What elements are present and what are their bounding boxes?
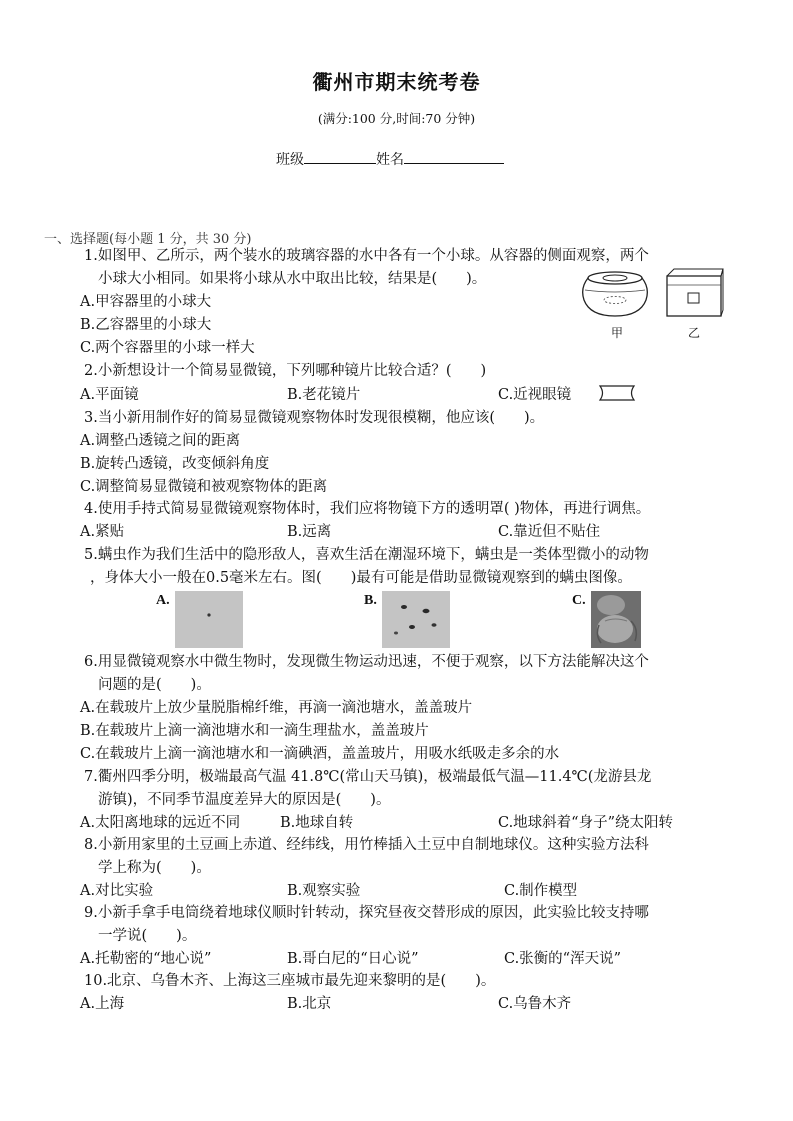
question-3-option-c[interactable]: C.调整简易显微镜和被观察物体的距离: [80, 479, 328, 495]
question-9-option-b[interactable]: B.哥白尼的“日心说”: [287, 951, 419, 967]
question-6-option-b[interactable]: B.在载玻片上滴一滴池塘水和一滴生理盐水，盖盖玻片: [80, 723, 429, 739]
question-8-line-2: 学上称为( )。: [98, 860, 211, 876]
figure-label-jia: 甲: [611, 326, 624, 340]
question-1-option-a[interactable]: A.甲容器里的小球大: [80, 294, 212, 310]
question-4-option-b[interactable]: B.远离: [287, 524, 332, 540]
question-4-option-a[interactable]: A.紧贴: [80, 524, 125, 540]
question-9-option-c[interactable]: C.张衡的“浑天说”: [504, 951, 622, 967]
exam-title: 衢州市期末统考卷: [312, 70, 481, 94]
question-2-option-b[interactable]: B.老花镜片: [287, 387, 361, 403]
question-5-option-a[interactable]: A.: [156, 593, 170, 608]
question-1-line-2: 小球大小相同。如果将小球从水中取出比较，结果是( )。: [98, 271, 487, 287]
mite-image-c[interactable]: [591, 591, 641, 648]
mite-image-b[interactable]: [382, 591, 450, 648]
question-7-option-c[interactable]: C.地球斜着“身子”绕太阳转: [498, 815, 674, 831]
question-10-option-c[interactable]: C.乌鲁木齐: [498, 996, 572, 1012]
class-name-row: [276, 149, 504, 169]
question-2-option-c[interactable]: C.近视眼镜: [498, 387, 572, 403]
question-9-line-1: 9.小新手拿手电筒绕着地球仪顺时针转动，探究昼夜交替形成的原因，此实验比较支持哪: [84, 905, 649, 921]
question-8-option-a[interactable]: A.对比实验: [80, 883, 154, 899]
question-8-option-c[interactable]: C.制作模型: [504, 883, 578, 899]
bowl-container-figure: [578, 268, 652, 320]
name-label: 姓名: [376, 152, 404, 168]
question-7-option-a[interactable]: A.太阳离地球的远近不同: [80, 815, 241, 831]
question-6-option-c[interactable]: C.在载玻片上滴一滴池塘水和一滴碘酒，盖盖玻片，用吸水纸吸走多余的水: [80, 746, 560, 762]
question-7-line-1: 7.衢州四季分明，极端最高气温 41.8℃(常山天马镇)，极端最低气温—11.4℃(龙游县龙: [84, 769, 652, 785]
class-label: 班级: [276, 152, 304, 168]
question-7-option-b[interactable]: B.地球自转: [280, 815, 354, 831]
box-container-figure: [664, 266, 726, 320]
question-8-line-1: 8.小新用家里的土豆画上赤道、经纬线，用竹棒插入土豆中自制地球仪。这种实验方法科: [84, 837, 649, 853]
question-5-option-b[interactable]: B.: [364, 593, 377, 608]
exam-subtitle: (满分:100 分,时间:70 分钟): [317, 111, 476, 126]
question-3-line-1: 3.当小新用制作好的简易显微镜观察物体时发现很模糊，他应该( )。: [84, 410, 545, 426]
question-2-line-1: 2.小新想设计一个简易显微镜，下列哪种镜片比较合适？( ): [84, 363, 487, 379]
question-3-option-a[interactable]: A.调整凸透镜之间的距离: [80, 433, 241, 449]
question-6-line-2: 问题的是( )。: [98, 677, 211, 693]
question-6-option-a[interactable]: A.在载玻片上放少量脱脂棉纤维，再滴一滴池塘水，盖盖玻片: [80, 700, 473, 716]
question-1-line-1: 1.如图甲、乙所示，两个装水的玻璃容器的水中各有一个小球。从容器的侧面观察，两个: [84, 248, 649, 264]
question-6-line-1: 6.用显微镜观察水中微生物时，发现微生物运动迅速，不便于观察，以下方法能解决这个: [84, 654, 649, 670]
question-10-option-a[interactable]: A.上海: [80, 996, 125, 1012]
figure-label-yi: 乙: [688, 326, 701, 340]
question-5-line-2: ，身体大小一般在0.5毫米左右。图( )最有可能是借助显微镜观察到的螨虫图像。: [90, 570, 632, 586]
question-10-line-1: 10.北京、乌鲁木齐、上海这三座城市最先迎来黎明的是( )。: [84, 973, 496, 989]
question-5-line-1: 5.螨虫作为我们生活中的隐形敌人，喜欢生活在潮湿环境下，螨虫是一类体型微小的动物: [84, 547, 649, 563]
concave-lens-icon: [598, 384, 636, 402]
question-4-option-c[interactable]: C.靠近但不贴住: [498, 524, 601, 540]
question-8-option-b[interactable]: B.观察实验: [287, 883, 361, 899]
question-10-option-b[interactable]: B.北京: [287, 996, 332, 1012]
class-blank[interactable]: [304, 149, 376, 164]
question-4-line-1: 4.使用手持式简易显微镜观察物体时，我们应将物镜下方的透明罩( )物体，再进行调焦。: [84, 501, 651, 517]
question-1-option-b[interactable]: B.乙容器里的小球大: [80, 317, 212, 333]
question-9-line-2: 一学说( )。: [98, 928, 197, 944]
question-3-option-b[interactable]: B.旋转凸透镜，改变倾斜角度: [80, 456, 270, 472]
mite-image-a[interactable]: [175, 591, 243, 648]
question-9-option-a[interactable]: A.托勒密的“地心说”: [80, 951, 212, 967]
question-7-line-2: 游镇)，不同季节温度差异大的原因是( )。: [98, 792, 391, 808]
question-1-option-c[interactable]: C.两个容器里的小球一样大: [80, 340, 255, 356]
question-5-option-c[interactable]: C.: [572, 593, 586, 608]
question-2-option-a[interactable]: A.平面镜: [80, 387, 139, 403]
section-heading: 一、选择题(每小题 1 分，共 30 分): [44, 232, 252, 247]
name-blank[interactable]: [404, 149, 504, 164]
